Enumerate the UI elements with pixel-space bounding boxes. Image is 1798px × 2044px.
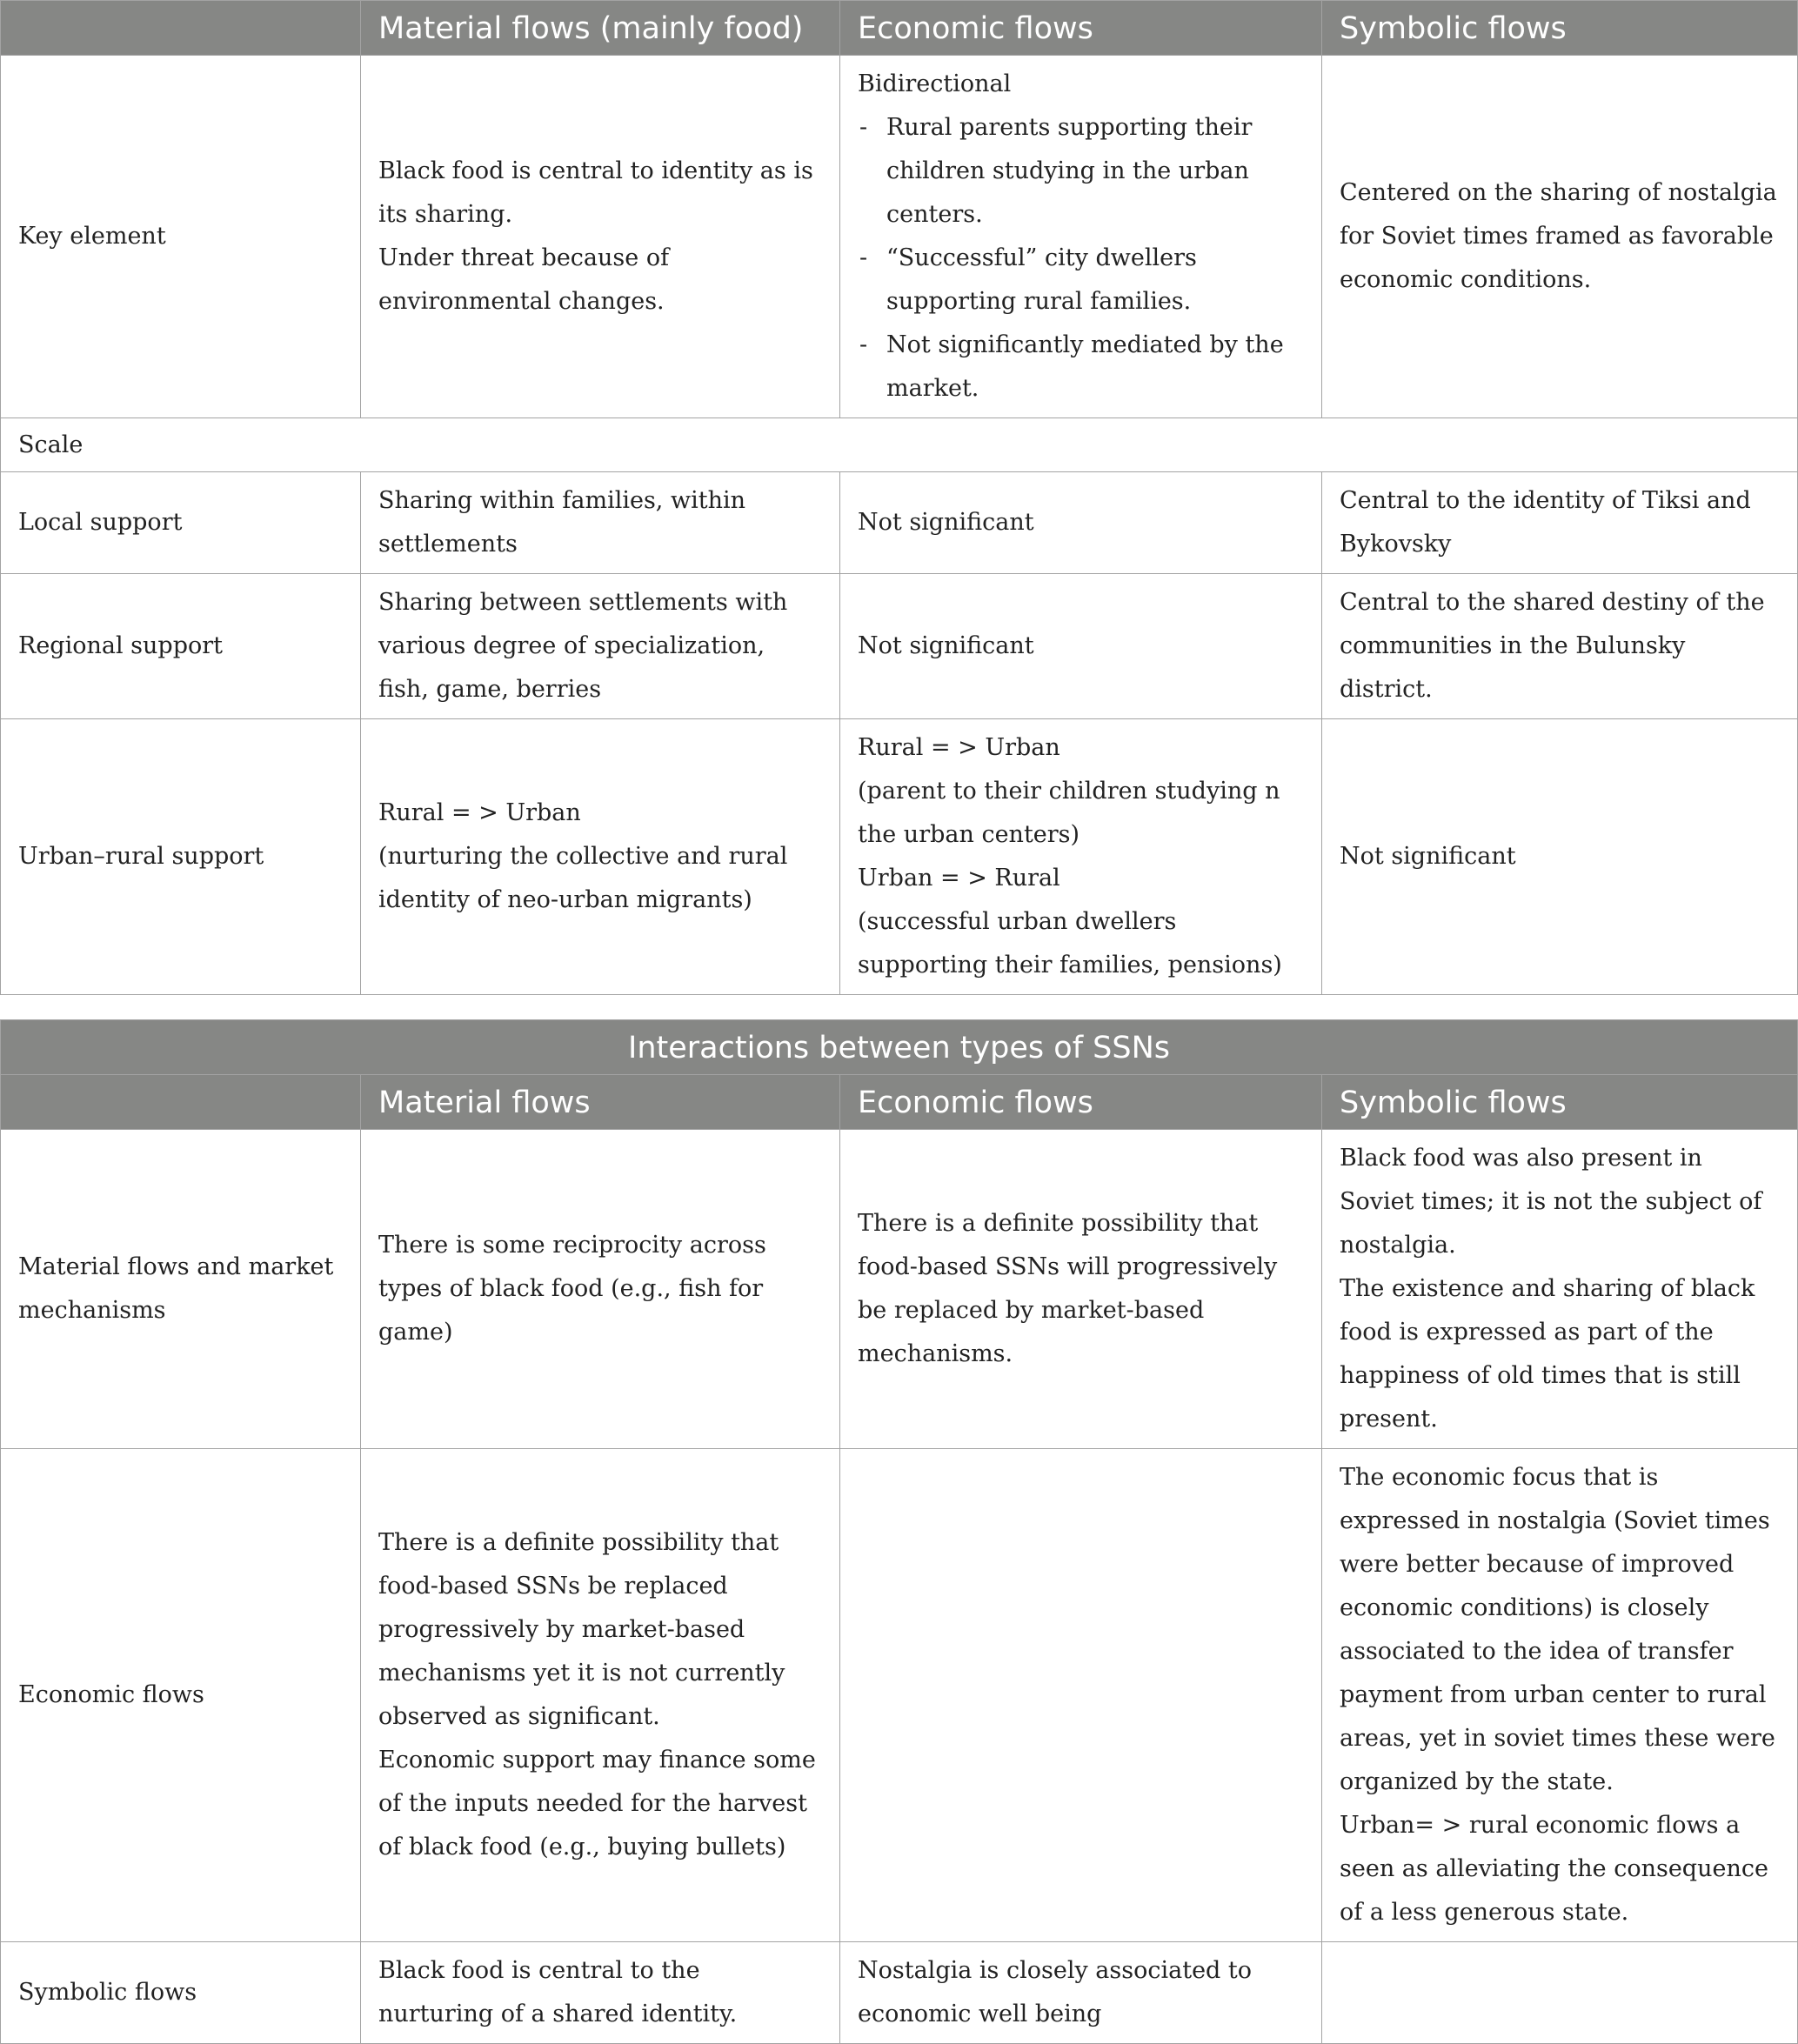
header-economic-flows: Economic flows — [840, 1075, 1322, 1130]
bullet-item: - “Successful” city dwellers supporting rural families. — [858, 237, 1304, 324]
cell-symbolic — [1322, 1130, 1798, 1449]
cell-text: (nurturing the collective and rural identity of neo-urban migrants) — [378, 843, 788, 913]
row-label: Urban–rural support — [1, 719, 361, 995]
row-label: Economic flows — [1, 1449, 361, 1942]
cell-text: Rural = > Urban — [378, 799, 581, 826]
cell-economic: Nostalgia is closely associated to economic well being — [840, 1942, 1322, 2044]
flows-table — [0, 0, 1798, 995]
table-row-scale — [1, 418, 1798, 472]
cell-text: Black food was also present in Soviet times; it is not the subject of nostalgia. — [1340, 1145, 1762, 1259]
cell-text: (successful urban dwellers supporting their families, pensions) — [858, 908, 1282, 979]
table-row-local-support — [1, 472, 1798, 574]
cell-economic: Not significant — [840, 574, 1322, 719]
cell-text: Under threat because of environmental changes. — [378, 244, 670, 315]
header-blank — [1, 1075, 361, 1130]
scale-label: Scale — [1, 418, 1798, 472]
cell-text: (parent to their children studying n the urban centers) — [858, 778, 1280, 848]
row-label: Key element — [1, 56, 361, 418]
header-economic-flows: Economic flows — [840, 1, 1322, 56]
table-row-material-flows — [1, 1130, 1798, 1449]
cell-material: Black food is central to the nurturing of a shared identity. — [361, 1942, 840, 2044]
bullet-item: - Rural parents supporting their children studying in the urban centers. — [858, 106, 1304, 237]
cell-material: Sharing between settlements with various degree of specialization, fish, game, berries — [361, 574, 840, 719]
cell-symbolic — [1322, 1449, 1798, 1942]
cell-symbolic: Centered on the sharing of nostalgia for Soviet times framed as favorable economic conditions. — [1322, 56, 1798, 418]
table-row-regional-support — [1, 574, 1798, 719]
table-row-key-element — [1, 56, 1798, 418]
table-header-row — [1, 1, 1798, 56]
cell-economic-empty — [840, 1449, 1322, 1942]
cell-material: There is some reciprocity across types of black food (e.g., fish for game) — [361, 1130, 840, 1449]
cell-economic: There is a definite possibility that food-based SSNs will progressively be replaced by market-based mechanisms. — [840, 1130, 1322, 1449]
table-row-symbolic-flows — [1, 1942, 1798, 2044]
cell-text: Economic support may finance some of the inputs needed for the harvest of black food (e.g., buying bullets) — [378, 1747, 816, 1860]
table-row-economic-flows — [1, 1449, 1798, 1942]
row-label: Material flows and market mechanisms — [1, 1130, 361, 1449]
header-symbolic-flows: Symbolic flows — [1322, 1075, 1798, 1130]
cell-material — [361, 1449, 840, 1942]
cell-text: The existence and sharing of black food is expressed as part of the happiness of old times that is still present. — [1340, 1275, 1755, 1433]
cell-symbolic-empty — [1322, 1942, 1798, 2044]
interactions-table — [0, 1019, 1798, 2044]
row-label: Regional support — [1, 574, 361, 719]
cell-text: Black food is central to identity as is its sharing. — [378, 157, 813, 228]
cell-economic: Not significant — [840, 472, 1322, 574]
cell-symbolic: Central to the shared destiny of the communities in the Bulunsky district. — [1322, 574, 1798, 719]
header-symbolic-flows: Symbolic flows — [1322, 1, 1798, 56]
cell-text: Rural = > Urban — [858, 734, 1060, 761]
header-material-flows: Material flows (mainly food) — [361, 1, 840, 56]
row-label: Symbolic flows — [1, 1942, 361, 2044]
table-title-row — [1, 1020, 1798, 1075]
row-label: Local support — [1, 472, 361, 574]
header-blank — [1, 1, 361, 56]
table-header-row — [1, 1075, 1798, 1130]
cell-text: Urban = > Rural — [858, 865, 1060, 892]
cell-text: The economic focus that is expressed in nostalgia (Soviet times were better because of improved economic conditions) is closely associated to the idea of transfer payment from urban center to rural areas, yet in soviet times these were organized by the state. — [1340, 1464, 1775, 1795]
cell-material — [361, 719, 840, 995]
cell-economic — [840, 719, 1322, 995]
header-material-flows: Material flows — [361, 1075, 840, 1130]
cell-symbolic: Central to the identity of Tiksi and Bykovsky — [1322, 472, 1798, 574]
cell-text: There is a definite possibility that food-based SSNs be replaced progressively by market-based mechanisms yet it is not currently observed as significant. — [378, 1529, 785, 1730]
cell-text: Bidirectional — [858, 70, 1012, 97]
cell-economic — [840, 56, 1322, 418]
cell-material — [361, 56, 840, 418]
interactions-title: Interactions between types of SSNs — [1, 1020, 1798, 1075]
cell-text: Urban= > rural economic flows a seen as alleviating the consequence of a less generous state. — [1340, 1812, 1768, 1926]
cell-symbolic: Not significant — [1322, 719, 1798, 995]
table-row-urban-rural-support — [1, 719, 1798, 995]
cell-material: Sharing within families, within settlements — [361, 472, 840, 574]
bullet-item: - Not significantly mediated by the market. — [858, 324, 1304, 411]
